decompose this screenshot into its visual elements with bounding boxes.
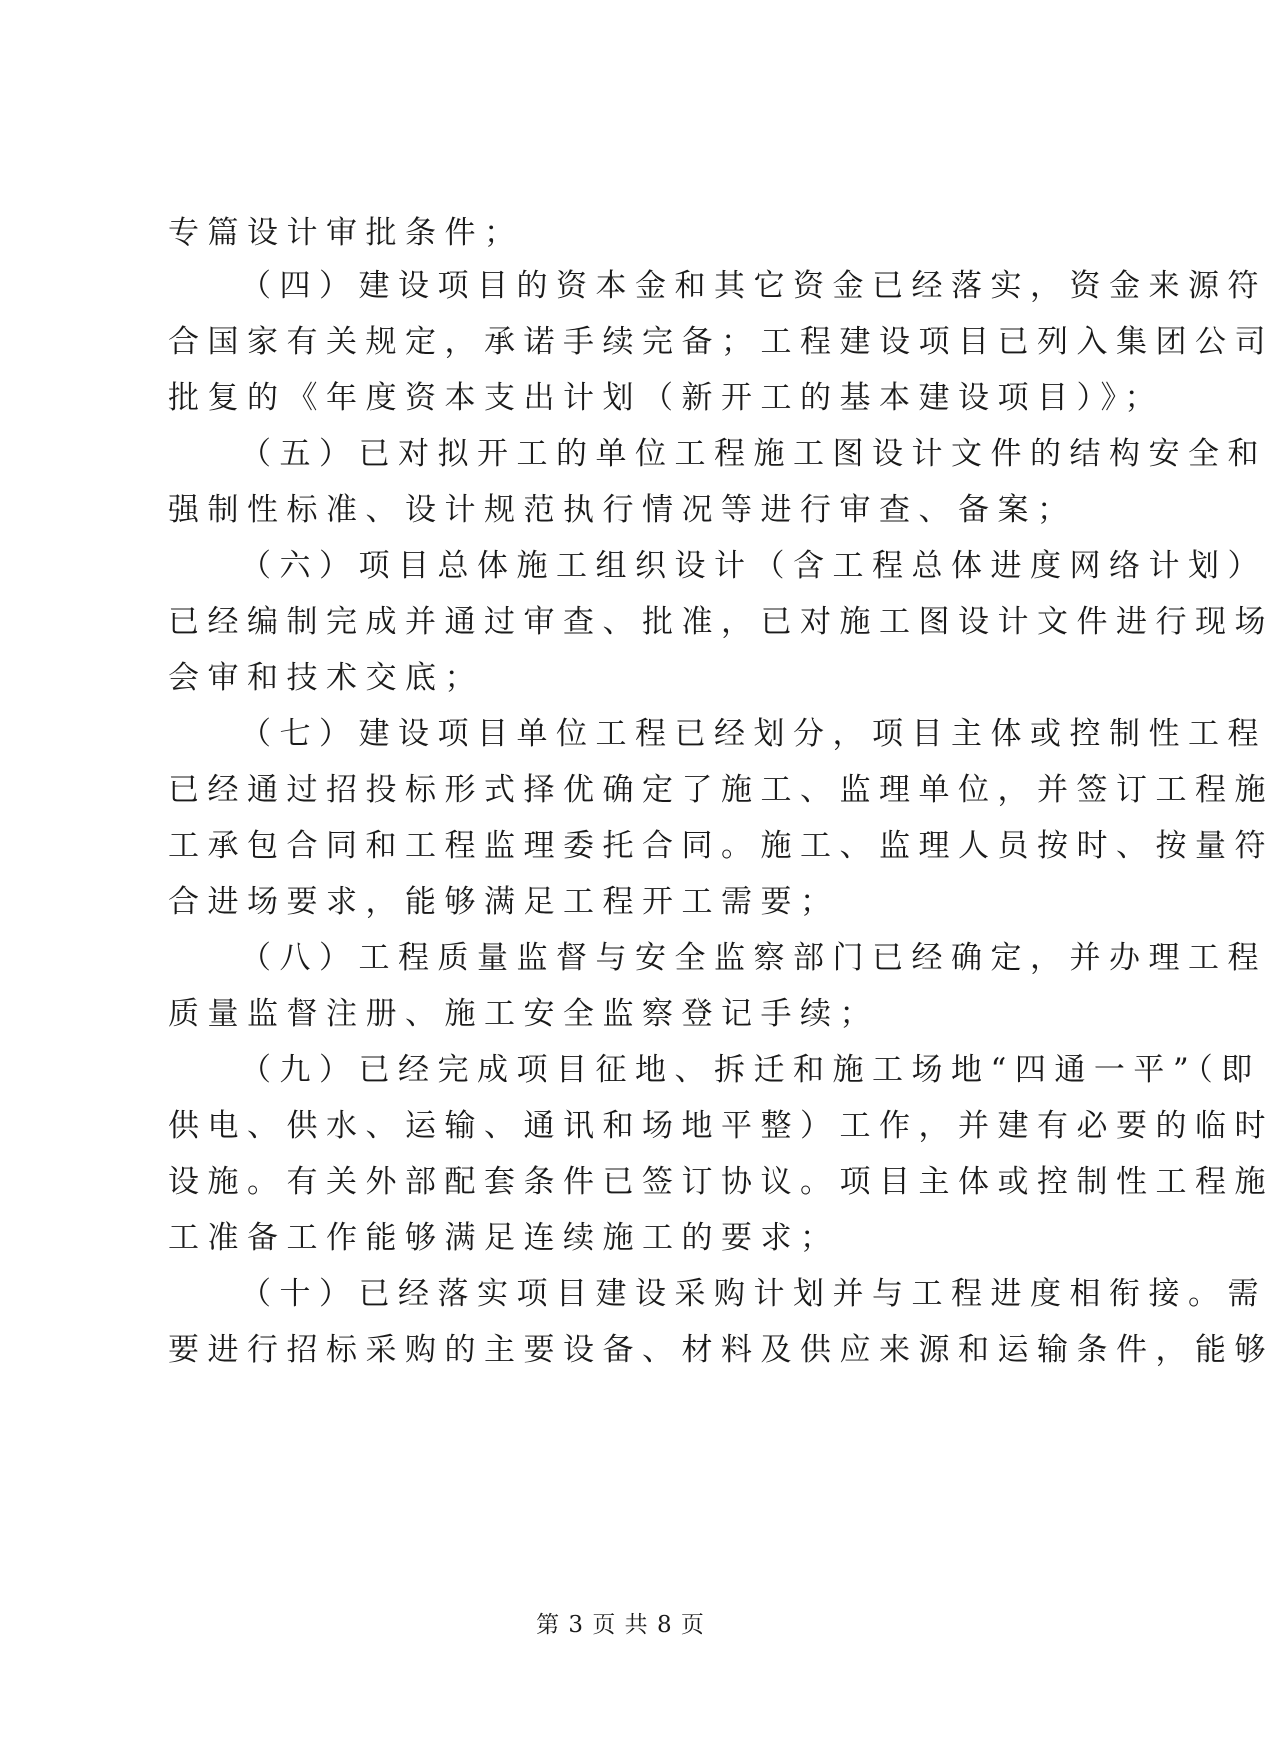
text-line-13: 合进场要求，能够满足工程开工需要； bbox=[168, 884, 840, 920]
text-line-7: （六）项目总体施工组织设计（含工程总体进度网络计划） bbox=[240, 548, 1267, 584]
text-line-11: 已经通过招投标形式择优确定了施工、监理单位，并签订工程施 bbox=[168, 772, 1274, 808]
text-line-14: （八）工程质量监督与安全监察部门已经确定，并办理工程 bbox=[240, 940, 1267, 976]
text-line-17: 供电、供水、运输、通讯和场地平整）工作，并建有必要的临时 bbox=[168, 1108, 1274, 1144]
text-line-4: 批复的《年度资本支出计划（新开工的基本建设项目）》； bbox=[168, 380, 1164, 416]
text-line-10: （七）建设项目单位工程已经划分，项目主体或控制性工程 bbox=[240, 716, 1267, 752]
page-number-footer: 第 3 页 共 8 页 bbox=[536, 1612, 705, 1638]
text-line-18: 设施。有关外部配套条件已签订协议。项目主体或控制性工程施 bbox=[168, 1164, 1274, 1200]
text-line-16: （九）已经完成项目征地、拆迁和施工场地“四通一平”（即 bbox=[240, 1052, 1261, 1088]
text-line-20: （十）已经落实项目建设采购计划并与工程进度相衔接。需 bbox=[240, 1276, 1267, 1312]
text-line-19: 工准备工作能够满足连续施工的要求； bbox=[168, 1220, 840, 1256]
text-line-21: 要进行招标采购的主要设备、材料及供应来源和运输条件，能够 bbox=[168, 1332, 1274, 1368]
text-line-5: （五）已对拟开工的单位工程施工图设计文件的结构安全和 bbox=[240, 436, 1267, 472]
text-line-8: 已经编制完成并通过审查、批准，已对施工图设计文件进行现场 bbox=[168, 604, 1274, 640]
text-line-1: 专篇设计审批条件； bbox=[168, 215, 524, 251]
text-line-6: 强制性标准、设计规范执行情况等进行审查、备案； bbox=[168, 492, 1077, 528]
text-line-3: 合国家有关规定，承诺手续完备；工程建设项目已列入集团公司 bbox=[168, 324, 1274, 360]
text-line-12: 工承包合同和工程监理委托合同。施工、监理人员按时、按量符 bbox=[168, 828, 1274, 864]
text-line-2: （四）建设项目的资本金和其它资金已经落实，资金来源符 bbox=[240, 268, 1267, 304]
text-line-15: 质量监督注册、施工安全监察登记手续； bbox=[168, 996, 879, 1032]
text-line-9: 会审和技术交底； bbox=[168, 660, 484, 696]
